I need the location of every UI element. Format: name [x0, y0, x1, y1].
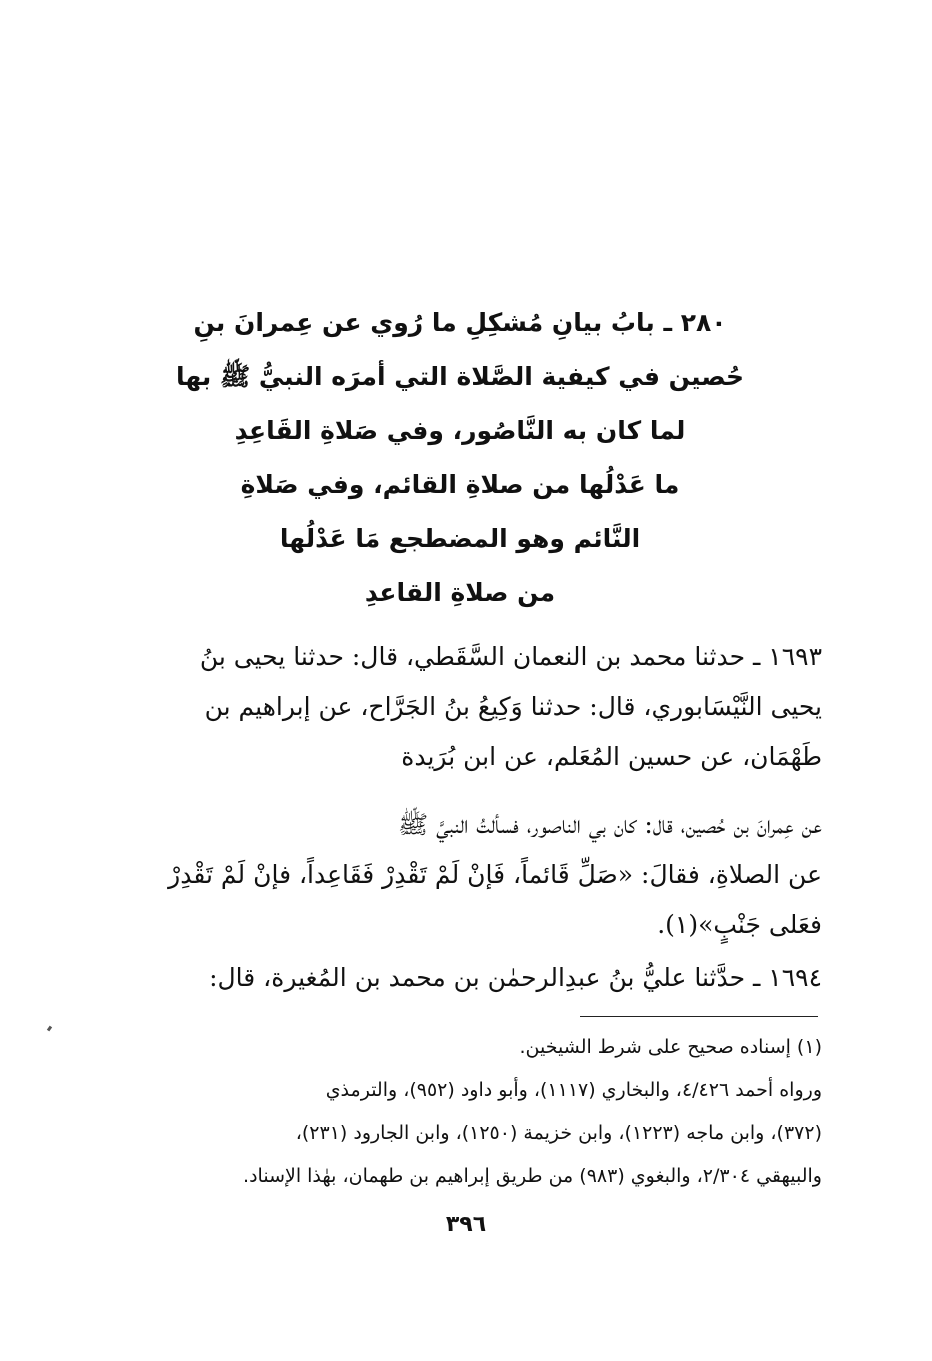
text-line: يحيى النَّيْسَابوري، قال: حدثنا وَكِيعُ بنُ الجَرَّاح، عن إبراهيم بن — [204, 692, 822, 721]
heading-line: حُصين في كيفية الصَّلاة التي أمرَه النبيُّ ﷺ بها — [175, 362, 745, 391]
text-line: عن عِمرانَ بن حُصين، قال: كان بي الناصور، فسألتُ النبيَّ ﷺ — [397, 810, 822, 839]
chapter-heading — [150, 296, 770, 620]
footnote-line: (١) إسناده صحيح على شرط الشيخين. — [519, 1036, 822, 1058]
text-line: ١٦٩٣ ـ حدثنا محمد بن النعمان السَّقَطي، قال: حدثنا يحيى بنُ — [199, 642, 822, 671]
hadith-1694-chain — [110, 953, 822, 1003]
page-number: ٣٩٦ — [445, 1212, 487, 1237]
footnote-separator — [580, 1016, 818, 1017]
text-line: عن الصلاةِ، فقالَ: «صَلِّ قَائماً، فَإنْ لَمْ تَقْدِرْ فَقَاعِداً، فإنْ لَمْ تَقْدِرْ — [168, 860, 822, 889]
heading-line: ٢٨٠ ـ بابُ بيانِ مُشكِلِ ما رُوي عن عِمرانَ بنِ — [193, 308, 727, 337]
footnote-line: (٣٧٢)، وابن ماجه (١٢٢٣)، وابن خزيمة (١٢٥٠)، وابن الجارود (٢٣١)، — [295, 1122, 822, 1144]
scan-speck — [47, 1026, 52, 1032]
footnote-line: ورواه أحمد ٤/٤٢٦، والبخاري (١١١٧)، وأبو داود (٩٥٢)، والترمذي — [325, 1079, 822, 1101]
hadith-1693-chain — [110, 632, 822, 782]
heading-line: ما عَدْلُها من صلاةِ القائم، وفي صَلاةِ — [240, 470, 680, 499]
footnotes — [110, 1026, 822, 1198]
text-line: ١٦٩٤ ـ حدَّثنا عليُّ بنُ عبدِالرحمٰن بن محمد بن المُغيرة، قال: — [209, 963, 822, 992]
hadith-1693-text — [110, 800, 822, 950]
heading-line: النَّائم وهو المضطجع مَا عَدْلُها — [279, 524, 641, 553]
heading-line: لما كان به النَّاصُور، وفي صَلاةِ القَاعِدِ — [234, 416, 686, 445]
footnote-line: والبيهقي ٢/٣٠٤، والبغوي (٩٨٣) من طريق إبراهيم بن طهمان، بهٰذا الإسناد. — [243, 1165, 822, 1187]
text-line: فعَلى جَنْبٍ»(١). — [657, 910, 822, 939]
heading-line: من صلاةِ القاعدِ — [364, 578, 556, 607]
text-line: طَهْمَان، عن حسين المُعَلم، عن ابن بُرَيدة — [401, 742, 822, 771]
